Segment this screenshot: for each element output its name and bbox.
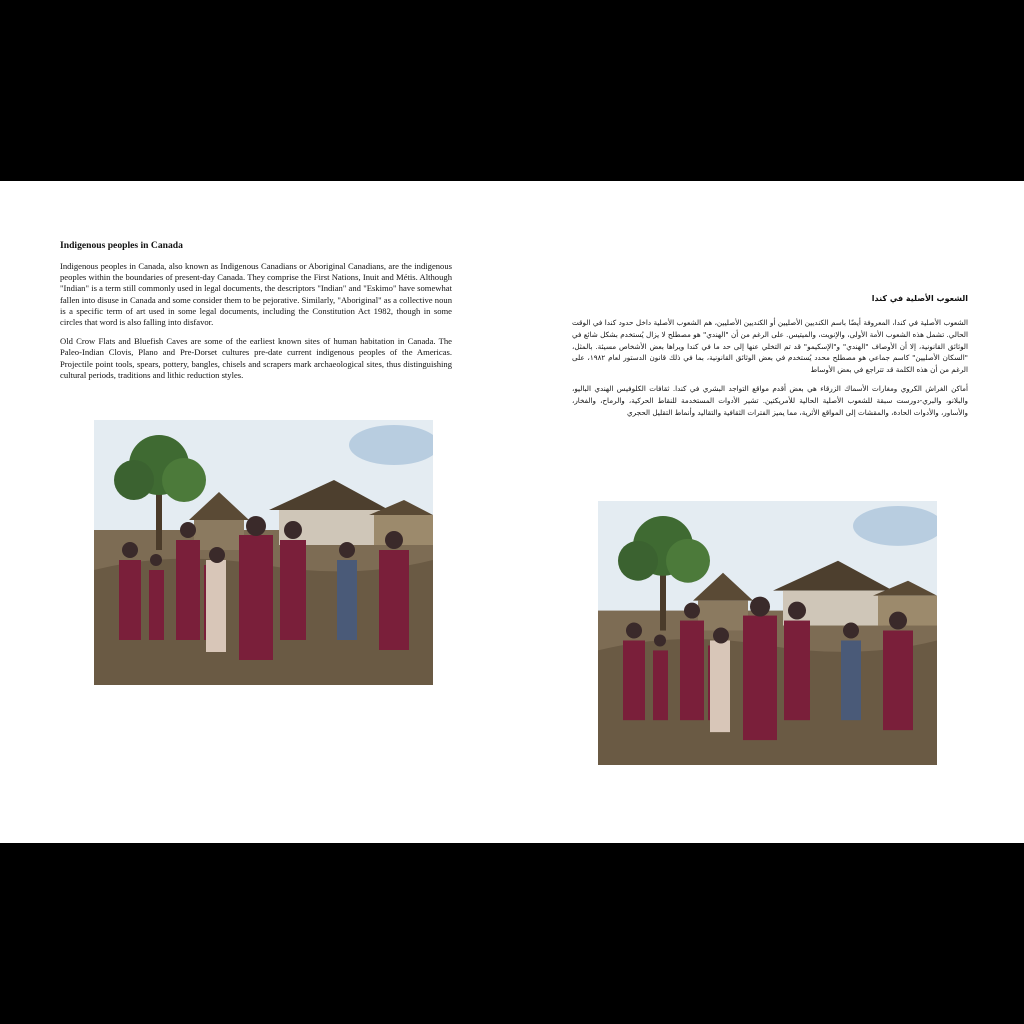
english-paragraph-1: Indigenous peoples in Canada, also known as Indigenous Canadians or Aboriginal Canadians, are the indigenous peoples within the boundaries of present-day Canada. They comprise the First Nations, Inuit and Métis. Although "Indian" is a term still commonly used in legal documents, the descriptors "Indian" and "Eskimo" have somewhat fallen into disuse in Canada and some consider them to be pejorative. Similarly, "Aboriginal" as a collective noun is a specific term of art used in some legal documents, including the Constitution Act 1982, though in some circles that word is also falling into disfavor. xyxy=(60,261,452,328)
arabic-paragraph-1: الشعوب الأصلية في كندا، المعروفة أيضًا باسم الكنديين الأصليين أو الكنديين الأصليين، هم الشعوب الأصلية داخل حدود كندا في الوقت الحالي. تشمل هذه الشعوب الأمة الأولى، والإنويت، والميتيس. على الرغم من أن "الهندي" هو مصطلح لا يزال يُستخدم بشكل شائع في الوثائق القانونية، إلا أن الأوصاف "الهندي" و"الإسكيمو" قد تم التخلي عنها إلى حد ما في كندا ويراها بعض الأشخاص مسيئة. بالمثل، "السكان الأصليين" كاسم جماعي هو مصطلح محدد يُستخدم في بعض الوثائق القانونية، بما في ذلك قانون الدستور لعام ١٩٨٢، على الرغم من أن هذه الكلمة قد تتراجع في بعض الأوساط xyxy=(572,318,968,375)
english-paragraph-2: Old Crow Flats and Bluefish Caves are some of the earliest known sites of human habitation in Canada. The Paleo-Indian Clovis, Plano and Pre-Dorset cultures pre-date current indigenous peoples of the Americas. Projectile point tools, spears, pottery, bangles, chisels and scrapers mark archaeological sites, thus distinguishing cultural periods, traditions and lithic reduction styles. xyxy=(60,336,452,380)
english-title: Indigenous peoples in Canada xyxy=(60,240,183,251)
arabic-title: الشعوب الأصلية في كندا xyxy=(871,294,968,303)
arabic-column xyxy=(572,293,968,425)
document-page xyxy=(0,181,1024,843)
arabic-paragraph-2: أماكن الغراش الكروي ومغارات الأسماك الزرقاء هي بعض أقدم مواقع التواجد البشري في كندا. ثقافات الكلوفيس الهندي الباليو، والبلانو، والبري-دورست سبقة للشعوب الأصلية الحالية للأمريكتين. تشير الأدوات المستخدمة للنقاط الحركية، والرماح، والفخار، والأساور، والأدوات الحادة، والمقشات إلى المواقع الأثرية، مما يميز الفترات الثقافية والتقاليد وأنماط التقليل الحجري xyxy=(572,383,968,417)
english-column xyxy=(60,240,452,389)
village-group-photo-right xyxy=(598,501,937,765)
photo-right xyxy=(598,501,937,765)
village-group-photo-left xyxy=(94,420,433,685)
photo-left xyxy=(94,420,433,685)
